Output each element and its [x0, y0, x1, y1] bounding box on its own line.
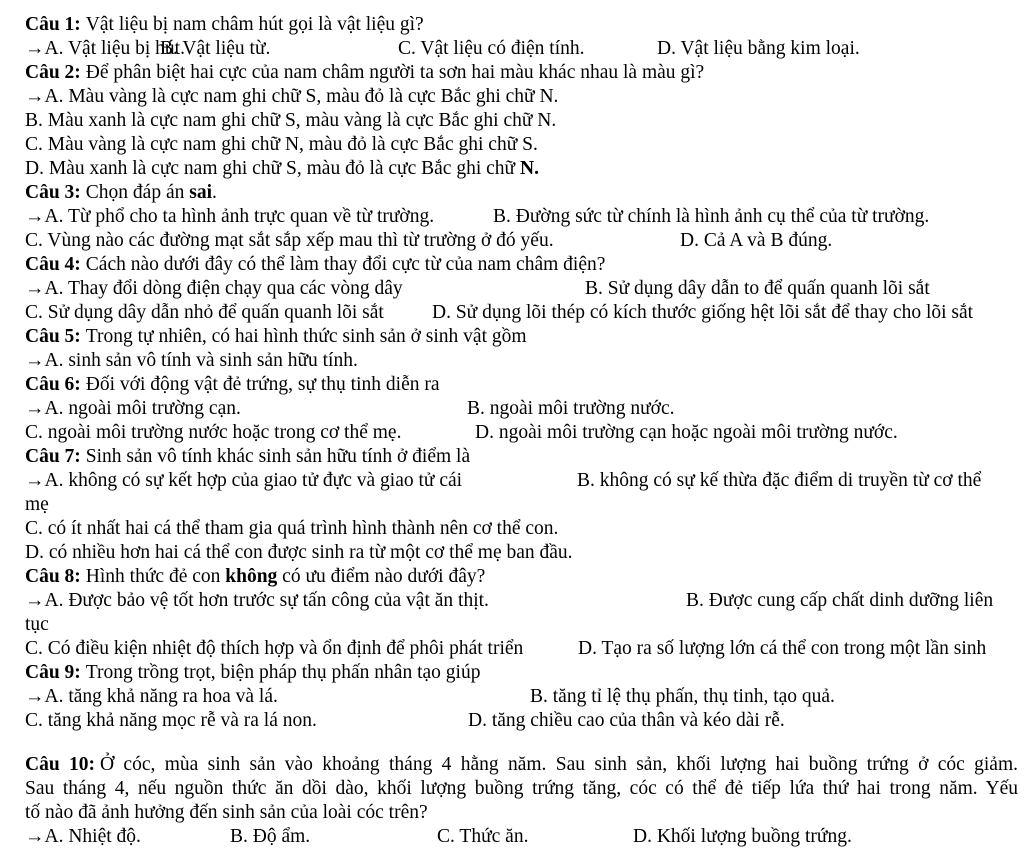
- q2-question-text: Để phân biệt hai cực của nam châm người ta sơn hai màu khác nhau là màu gì?: [85, 62, 705, 83]
- q4-label: Câu 4:: [25, 254, 81, 275]
- q8-option-b: B. Được cung cấp chất dinh dưỡng liên: [686, 590, 994, 611]
- q10-option-c: C. Thức ăn.: [437, 826, 529, 847]
- q8-option-b-wrap-line: [25, 613, 1018, 637]
- q6-option-c: C. ngoài môi trường nước hoặc trong cơ thể mẹ.: [25, 422, 402, 443]
- q6-label: Câu 6:: [25, 374, 81, 395]
- q10-question-text-3: tố nào đã ảnh hưởng đến sinh sản của loài cóc trên?: [25, 802, 428, 823]
- q1-option-b: B. Vật liệu từ.: [160, 38, 271, 59]
- q7-option-b-continuation: mẹ: [25, 494, 49, 515]
- q8-heading-line: [25, 565, 1018, 589]
- q6-options-line-1: [25, 397, 1018, 421]
- q7-label: Câu 7:: [25, 446, 81, 467]
- q7-question-text: Sinh sản vô tính khác sinh sản hữu tính ở điểm là: [85, 446, 471, 467]
- q7-option-b-wrap-line: [25, 493, 1018, 517]
- q2-option-b: B. Màu xanh là cực nam ghi chữ S, màu vàng là cực Bắc ghi chữ N.: [25, 110, 557, 131]
- q7-option-d-line: [25, 541, 1018, 565]
- q7-option-b: B. không có sự kế thừa đặc điểm di truyền từ cơ thể: [577, 470, 982, 491]
- q3-option-d: D. Cả A và B đúng.: [680, 230, 833, 251]
- q2-option-a-line: [25, 85, 1018, 109]
- q8-question-text-post: có ưu điểm nào dưới đây?: [277, 566, 486, 587]
- q1-option-d: D. Vật liệu bằng kim loại.: [657, 38, 860, 59]
- q1-question-text: Vật liệu bị nam châm hút gọi là vật liệu gì?: [85, 14, 424, 35]
- q9-option-a: →A. tăng khả năng ra hoa và lá.: [25, 686, 278, 707]
- q4-question-text: Cách nào dưới đây có thể làm thay đổi cực từ của nam châm điện?: [85, 254, 606, 275]
- q8-option-c: C. Có điều kiện nhiệt độ thích hợp và ổn định để phôi phát triển: [25, 638, 524, 659]
- q8-option-a: →A. Được bảo vệ tốt hơn trước sự tấn công của vật ăn thịt.: [25, 590, 489, 611]
- q4-option-d: D. Sử dụng lõi thép có kích thước giống hệt lõi sắt để thay cho lõi sắt: [432, 302, 974, 323]
- q1-heading-line: [25, 13, 1018, 37]
- q1-option-c: C. Vật liệu có điện tính.: [398, 38, 585, 59]
- q7-option-c-line: [25, 517, 1018, 541]
- q5-question-text: Trong tự nhiên, có hai hình thức sinh sản ở sinh vật gồm: [85, 326, 527, 347]
- q7-options-line-1: [25, 469, 1018, 493]
- q7-option-c: C. có ít nhất hai cá thể tham gia quá trình hình thành nên cơ thể con.: [25, 518, 559, 539]
- q2-option-d: D. Màu xanh là cực nam ghi chữ S, màu đỏ là cực Bắc ghi chữ: [25, 158, 520, 179]
- q6-option-a: →A. ngoài môi trường cạn.: [25, 398, 241, 419]
- q8-option-d: D. Tạo ra số lượng lớn cá thể con trong một lần sinh: [578, 638, 987, 659]
- q2-option-a: →A. Màu vàng là cực nam ghi chữ S, màu đỏ là cực Bắc ghi chữ N.: [25, 86, 559, 107]
- q3-heading-line: [25, 181, 1018, 205]
- q7-heading-line: [25, 445, 1018, 469]
- q9-option-d: D. tăng chiều cao của thân và kéo dài rễ.: [468, 710, 785, 731]
- q7-option-a: →A. không có sự kết hợp của giao tử đực và giao tử cái: [25, 470, 463, 491]
- q9-options-line-1: [25, 685, 1018, 709]
- q4-heading-line: [25, 253, 1018, 277]
- q10-question-text-1: Ở cóc, mùa sinh sản vào khoảng tháng 4 hằng năm. Sau sinh sản, khối lượng hai buồng trứng ở cóc giảm.: [100, 754, 1018, 775]
- q8-question-text-pre: Hình thức đẻ con: [85, 566, 226, 587]
- q10-option-d: D. Khối lượng buồng trứng.: [633, 826, 852, 847]
- q4-options-line-2: [25, 301, 1018, 325]
- q9-heading-line: [25, 661, 1018, 685]
- q1-option-a: →A. Vật liệu bị hút.: [25, 38, 185, 59]
- q10-option-a: →A. Nhiệt độ.: [25, 826, 141, 847]
- q6-options-line-2: [25, 421, 1018, 445]
- q3-label: Câu 3:: [25, 182, 81, 203]
- q2-option-b-line: [25, 109, 1018, 133]
- q10-label: Câu 10:: [25, 754, 96, 775]
- q7-option-d: D. có nhiều hơn hai cá thể con được sinh ra từ một cơ thể mẹ ban đầu.: [25, 542, 573, 563]
- q3-option-a: →A. Từ phổ cho ta hình ảnh trực quan về từ trường.: [25, 206, 435, 227]
- q9-option-c: C. tăng khả năng mọc rễ và ra lá non.: [25, 710, 317, 731]
- q2-option-c-line: [25, 133, 1018, 157]
- q6-question-text: Đối với động vật đẻ trứng, sự thụ tinh diễn ra: [85, 374, 440, 395]
- q8-label: Câu 8:: [25, 566, 81, 587]
- q4-option-b: B. Sử dụng dây dẫn to để quấn quanh lõi sắt: [585, 278, 930, 299]
- q9-label: Câu 9:: [25, 662, 81, 683]
- q2-option-c: C. Màu vàng là cực nam ghi chữ N, màu đỏ là cực Bắc ghi chữ S.: [25, 134, 538, 155]
- q10-options-line: [25, 825, 1018, 849]
- q9-option-b: B. tăng tỉ lệ thụ phấn, thụ tinh, tạo quả.: [530, 686, 835, 707]
- q3-question-text-post: .: [212, 182, 217, 203]
- q8-option-b-continuation: tục: [25, 614, 49, 635]
- q5-option-a-line: [25, 349, 1018, 373]
- q6-heading-line: [25, 373, 1018, 397]
- q4-option-a: →A. Thay đổi dòng điện chạy qua các vòng dây: [25, 278, 403, 299]
- q8-question-text-bold: không: [225, 566, 278, 587]
- q2-option-d-bold: N.: [519, 158, 539, 179]
- q5-heading-line: [25, 325, 1018, 349]
- q3-question-text-pre: Chọn đáp án: [85, 182, 190, 203]
- q9-question-text: Trong trồng trọt, biện pháp thụ phấn nhân tạo giúp: [85, 662, 481, 683]
- q3-option-c: C. Vùng nào các đường mạt sắt sắp xếp mau thì từ trường ở đó yếu.: [25, 230, 554, 251]
- q1-label: Câu 1:: [25, 14, 81, 35]
- q1-options-line: [25, 37, 1018, 61]
- q8-options-line-1: [25, 589, 1018, 613]
- q10-option-b: B. Độ ẩm.: [230, 826, 311, 847]
- q8-options-line-2: [25, 637, 1018, 661]
- q4-option-c: C. Sử dụng dây dẫn nhỏ để quấn quanh lõi sắt: [25, 302, 384, 323]
- q3-options-line-2: [25, 229, 1018, 253]
- q5-label: Câu 5:: [25, 326, 81, 347]
- q10-text-line-3: [25, 801, 1018, 825]
- q10-text-line-1: [25, 753, 1018, 777]
- q3-options-line-1: [25, 205, 1018, 229]
- q2-option-d-line: [25, 157, 1018, 181]
- q10-text-line-2: [25, 777, 1018, 801]
- q6-option-b: B. ngoài môi trường nước.: [467, 398, 675, 419]
- q4-options-line-1: [25, 277, 1018, 301]
- q10-question-text-2: Sau tháng 4, nếu nguồn thức ăn dồi dào, khối lượng buồng trứng tăng, cóc có thể đẻ tiếp lứa thứ hai trong năm. Yếu: [25, 778, 1018, 799]
- q2-label: Câu 2:: [25, 62, 81, 83]
- q6-option-d: D. ngoài môi trường cạn hoặc ngoài môi trường nước.: [475, 422, 898, 443]
- q9-options-line-2: [25, 709, 1018, 733]
- q5-option-a: →A. sinh sản vô tính và sinh sản hữu tính.: [25, 350, 358, 371]
- q2-heading-line: [25, 61, 1018, 85]
- q3-question-text-bold: sai: [189, 182, 213, 203]
- q3-option-b: B. Đường sức từ chính là hình ảnh cụ thể của từ trường.: [493, 206, 930, 227]
